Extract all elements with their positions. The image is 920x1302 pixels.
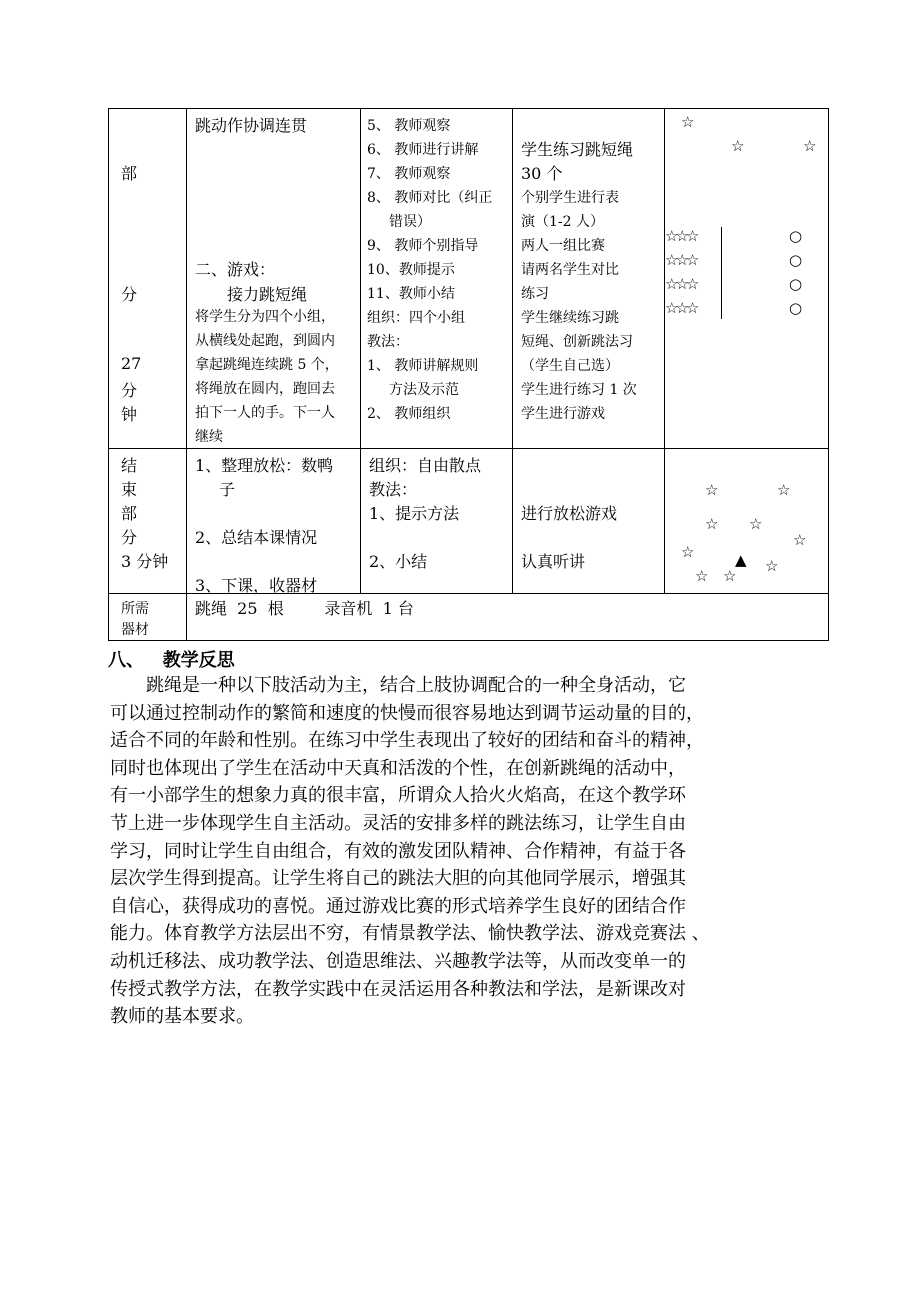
star-icon: ☆ (731, 137, 745, 155)
star-icon: ☆ (695, 567, 709, 585)
star-icon: ☆ (723, 567, 737, 585)
star-row-icon: ☆☆☆ (665, 227, 697, 245)
star-row-icon: ☆☆☆ (665, 299, 697, 317)
star-row-icon: ☆☆☆ (665, 275, 697, 293)
end-part-row (109, 449, 829, 594)
equipment-value: 跳绳 25 根 录音机 1 台 (195, 599, 414, 618)
circle-icon: ○ (789, 299, 803, 317)
circle-icon: ○ (789, 227, 803, 245)
equipment-label: 所需 器材 (121, 601, 149, 638)
equipment-row (109, 594, 829, 641)
teacher-end: 组织：自由散点 教法： 1、提示方法 2、小结 (369, 456, 482, 571)
section-label-main: 部 分 27 分 钟 (121, 164, 142, 424)
star-icon: ☆ (765, 557, 779, 575)
star-icon: ☆ (803, 137, 817, 155)
teacher-main: 5、 教师观察 6、 教师进行讲解 7、 教师观察 8、 教师对比（纠正 错误） 9、 教师个别指导 10、教师提示 11、教师小结 组织：四个小组 教法： 1、 教师讲解规则 方法及示范 2、 教师组织 (367, 118, 493, 422)
star-icon: ☆ (681, 543, 695, 561)
main-part-row (109, 109, 829, 449)
circle-icon: ○ (789, 275, 803, 293)
star-icon: ☆ (749, 515, 763, 533)
reflection-heading: 八、 教学反思 (108, 650, 235, 671)
star-icon: ☆ (681, 113, 695, 131)
circle-icon: ○ (789, 251, 803, 269)
star-row-icon: ☆☆☆ (665, 251, 697, 269)
section-label-end: 结 束 部 分 3 分钟 (121, 456, 169, 571)
start-line (721, 227, 722, 319)
content-main: 跳动作协调连贯 二、游戏： 接力跳短绳 将学生分为四个小组， 从横线处起跑，到圆内 拿起跳绳连续跳 5 个， 将绳放在圆内，跑回去 拍下一人的手。下一人 继续 (195, 116, 339, 445)
student-end: 进行放松游戏 认真听讲 (521, 504, 618, 571)
student-main: 学生练习跳短绳 30 个 个别学生进行表 演（1-2 人） 两人一组比赛 请两名学生对比 练习 学生继续练习跳 短绳、创新跳法习 （学生自己选） 学生进行练习 1 次 学生进行游戏 (521, 140, 637, 422)
star-icon: ☆ (705, 515, 719, 533)
formation-diagram-main (665, 109, 828, 448)
teacher-triangle-icon: ▲ (735, 551, 747, 569)
star-icon: ☆ (793, 531, 807, 549)
star-icon: ☆ (705, 481, 719, 499)
star-icon: ☆ (777, 481, 791, 499)
formation-diagram-end (665, 449, 828, 593)
lesson-plan-table (108, 108, 829, 641)
content-end: 1、整理放松：数鸭 子 2、总结本课情况 3、下课，收器材 (195, 456, 334, 595)
